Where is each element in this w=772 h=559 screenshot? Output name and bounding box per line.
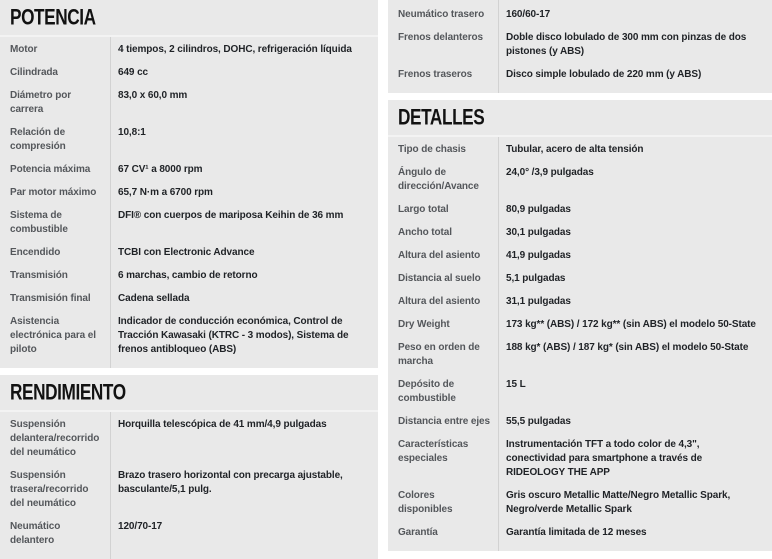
spec-row [0, 311, 378, 362]
spec-row [0, 62, 378, 85]
spec-value: 15 L [506, 379, 526, 390]
spec-row [0, 465, 378, 516]
spec-label: Transmisión final [10, 293, 91, 304]
spec-label: Colores disponibles [398, 490, 453, 515]
spec-row [388, 314, 772, 337]
spec-label: Frenos traseros [398, 69, 473, 80]
spec-row [0, 39, 378, 62]
spec-label: Depósito de combustible [398, 379, 456, 404]
spec-row [0, 122, 378, 159]
spec-label: Neumático delantero [10, 521, 61, 546]
spec-label: Suspensión delantera/​recorrido del neumático [10, 419, 100, 458]
spec-card [0, 375, 378, 559]
spec-value: Disco simple lobulado de 220 mm (y ABS) [506, 69, 702, 80]
spec-value: 4 tiempos, 2 cilindros, DOHC, refrigeración líquida [118, 44, 352, 55]
spec-row [388, 245, 772, 268]
spec-row [388, 337, 772, 374]
spec-row [0, 288, 378, 311]
spec-label: Relación de compresión [10, 127, 66, 152]
spec-value: 6 marchas, cambio de retorno [118, 270, 258, 281]
spec-row [0, 85, 378, 122]
section-title: RENDIMIENTO [10, 380, 126, 405]
spec-label: Cilindrada [10, 67, 58, 78]
spec-label: Motor [10, 44, 38, 55]
spec-value: 649 cc [118, 67, 148, 78]
spec-value: 173 kg** (ABS) /​ 172 kg** (sin ABS) el modelo 50-State [506, 319, 756, 330]
spec-label: Peso en orden de marcha [398, 342, 480, 367]
spec-label: Suspensión trasera/​recorrido del neumático [10, 470, 89, 509]
spec-label: Altura del asiento [398, 296, 481, 307]
spec-value: DFI® con cuerpos de mariposa Keihin de 36 mm [118, 210, 344, 221]
spec-value: 80,9 pulgadas [506, 204, 571, 215]
spec-value: Gris oscuro Metallic Matte/​Negro Metallic Spark, Negro/​verde Metallic Spark [506, 490, 731, 515]
spec-value: 30,1 pulgadas [506, 227, 571, 238]
spec-row [0, 205, 378, 242]
spec-row [388, 4, 772, 27]
spec-label: Asistencia electrónica para el piloto [10, 316, 96, 355]
spec-row [0, 159, 378, 182]
spec-label: Garantía [398, 527, 438, 538]
spec-value: 188 kg* (ABS) /​ 187 kg* (sin ABS) el modelo 50-State [506, 342, 749, 353]
column-left [0, 0, 378, 546]
spec-value: 83,0 x 60,0 mm [118, 90, 188, 101]
spec-value: 160/​60-17 [506, 9, 551, 20]
spec-rows [0, 412, 378, 559]
spec-rows [388, 137, 772, 551]
spec-row [0, 516, 378, 553]
spec-value: Cadena sellada [118, 293, 190, 304]
spec-row [388, 64, 772, 87]
spec-row [388, 222, 772, 245]
spec-row [388, 411, 772, 434]
spec-row [388, 485, 772, 522]
spec-value: 67 CV¹ a 8000 rpm [118, 164, 203, 175]
spec-label: Potencia máxima [10, 164, 91, 175]
spec-label: Par motor máximo [10, 187, 97, 198]
column-right [388, 0, 772, 538]
spec-value: TCBI con Electronic Advance [118, 247, 255, 258]
spec-label: Distancia al suelo [398, 273, 481, 284]
section-header [388, 100, 772, 137]
spec-row [388, 434, 772, 485]
spec-label: Diámetro por carrera [10, 90, 72, 115]
spec-row [388, 27, 772, 64]
spec-card [388, 0, 772, 93]
spec-row [388, 374, 772, 411]
spec-card [0, 0, 378, 368]
spec-row [388, 199, 772, 222]
spec-value: 5,1 pulgadas [506, 273, 566, 284]
spec-label: Características especiales [398, 439, 469, 464]
spec-row [388, 291, 772, 314]
spec-value: Horquilla telescópica de 41 mm/​4,9 pulgadas [118, 419, 327, 430]
spec-row [388, 139, 772, 162]
spec-label: Sistema de combustible [10, 210, 68, 235]
spec-value: Brazo trasero horizontal con precarga ajustable, basculante/​5,1 pulg. [118, 470, 343, 495]
spec-label: Distancia entre ejes [398, 416, 490, 427]
spec-label: Tipo de chasis [398, 144, 466, 155]
section-header [0, 375, 378, 412]
spec-value: Indicador de conducción económica, Control de Tracción Kawasaki (KTRC - 3 modos), Sistema de frenos antibloqueo (ABS) [118, 316, 349, 355]
spec-row [0, 242, 378, 265]
section-title: DETALLES [398, 105, 485, 130]
spec-row [388, 162, 772, 199]
spec-value: Tubular, acero de alta tensión [506, 144, 644, 155]
spec-label: Largo total [398, 204, 449, 215]
spec-card [388, 100, 772, 551]
spec-value: Garantía limitada de 12 meses [506, 527, 647, 538]
spec-value: 31,1 pulgadas [506, 296, 571, 307]
spec-label: Frenos delanteros [398, 32, 483, 43]
spec-value: 41,9 pulgadas [506, 250, 571, 261]
spec-rows [388, 0, 772, 93]
spec-row [388, 268, 772, 291]
spec-label: Encendido [10, 247, 61, 258]
spec-value: 55,5 pulgadas [506, 416, 571, 427]
section-title: POTENCIA [10, 5, 96, 30]
section-header [0, 0, 378, 37]
spec-value: Doble disco lobulado de 300 mm con pinzas de dos pistones (y ABS) [506, 32, 747, 57]
spec-rows [0, 37, 378, 368]
spec-label: Ángulo de dirección/​Avance [398, 167, 479, 192]
spec-row [0, 182, 378, 205]
spec-label: Transmisión [10, 270, 68, 281]
spec-value: 10,8:1 [118, 127, 146, 138]
spec-label: Dry Weight [398, 319, 450, 330]
spec-value: 65,7 N·m a 6700 rpm [118, 187, 213, 198]
spec-value: 24,0° /​3,9 pulgadas [506, 167, 594, 178]
spec-row [0, 414, 378, 465]
spec-row [0, 265, 378, 288]
spec-label: Ancho total [398, 227, 452, 238]
spec-value: Instrumentación TFT a todo color de 4,3", conectividad para smartphone a través de RIDEOLOGY THE APP [506, 439, 703, 478]
spec-value: 120/​70-17 [118, 521, 163, 532]
spec-label: Neumático trasero [398, 9, 485, 20]
spec-row [388, 522, 772, 545]
spec-label: Altura del asiento [398, 250, 481, 261]
